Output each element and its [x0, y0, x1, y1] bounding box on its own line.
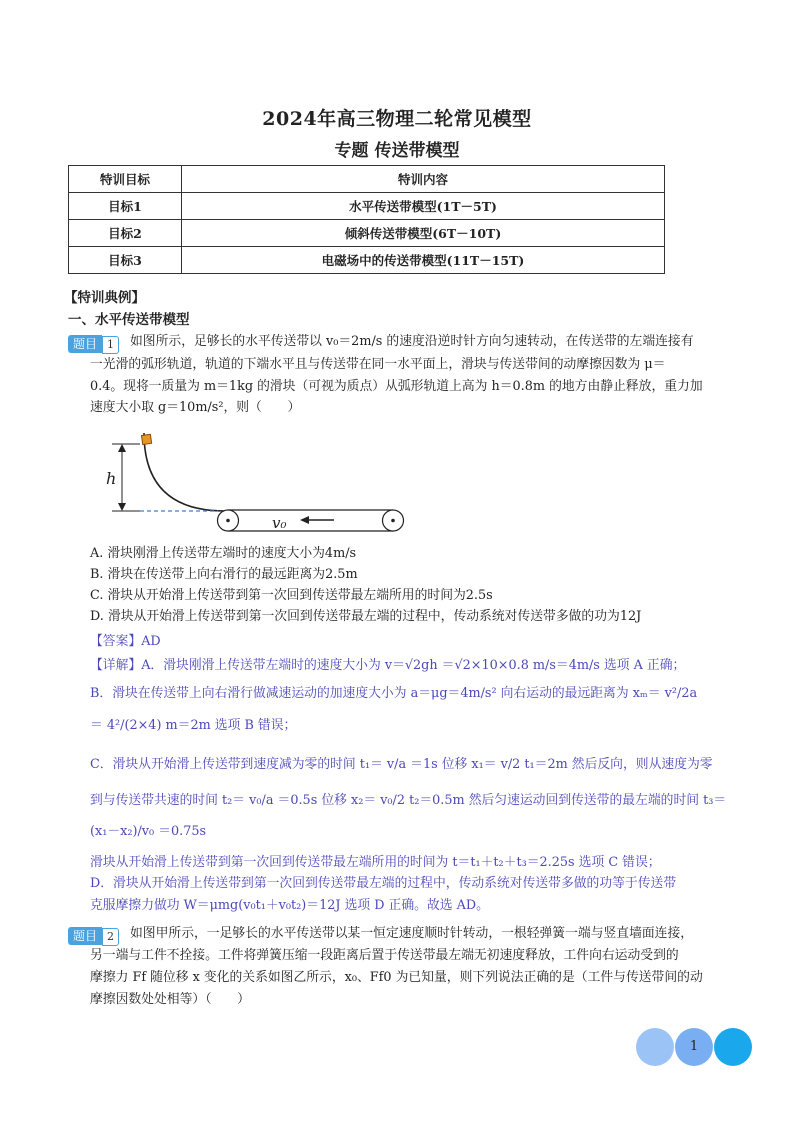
pager-circle-right — [714, 1028, 752, 1066]
detail-line: (x₁－x₂)/v₀ ＝0.75s — [90, 824, 207, 839]
detail-line: 滑块从开始滑上传送带到第一次回到传送带最左端所用的时间为 t＝t₁＋t₂＋t₃＝2.25s 选项 C 错误； — [90, 855, 661, 870]
page-number: 1 — [675, 1028, 713, 1066]
question-number: 2 — [102, 928, 119, 946]
detail-line: ＝ 4²/(2×4) m＝2m 选项 B 错误； — [90, 718, 297, 733]
option-b: B. 滑块在传送带上向右滑行的最远距离为2.5m — [90, 567, 358, 582]
table-cell: 目标3 — [69, 247, 182, 274]
pager-circle-left — [636, 1028, 674, 1066]
document-title: 2024年高三物理二轮常见模型 — [262, 108, 532, 130]
detail-line: 【详解】A．滑块刚滑上传送带左端时的速度大小为 v＝√2gh ＝√2×10×0.8 m/s＝4m/s 选项 A 正确； — [90, 658, 686, 673]
table-cell: 目标1 — [69, 193, 182, 220]
question-1-line: 一光滑的弧形轨道，轨道的下端水平且与传送带在同一水平面上，滑块与传送带间的动摩擦因数为 μ＝ — [90, 357, 666, 372]
question-badge: 题目 — [68, 335, 102, 353]
height-label: h — [106, 469, 117, 488]
question-number: 1 — [102, 336, 119, 354]
table-header-cell: 特训内容 — [182, 166, 665, 193]
table-row — [69, 220, 665, 247]
answer-line: 【答案】AD — [90, 634, 161, 649]
detail-line: 到与传送带共速的时间 t₂＝ v₀/a ＝0.5s 位移 x₂＝ v₀/2 t₂＝0.5m 然后匀速运动回到传送带的最左端的时间 t₃＝ — [90, 793, 727, 808]
left-pulley-axle — [226, 519, 230, 523]
question-2-line: 如图甲所示，一足够长的水平传送带以某一恒定速度顺时针转动，一根轻弹簧一端与竖直墙面连接， — [130, 926, 694, 941]
question-2-line: 摩擦力 Ff 随位移 x 变化的关系如图乙所示，x₀、Ff0 为已知量，则下列说法正确的是（工件与传送带间的动 — [90, 970, 703, 985]
conveyor-figure — [100, 425, 410, 540]
slider-block — [141, 434, 151, 444]
question-badge: 题目 — [68, 927, 102, 945]
table-row — [69, 193, 665, 220]
option-c: C. 滑块从开始滑上传送带到第一次回到传送带最左端所用的时间为2.5s — [90, 588, 493, 603]
curved-track — [144, 433, 225, 511]
question-2-tag — [68, 925, 119, 946]
detail-line: B．滑块在传送带上向右滑行做减速运动的加速度大小为 a＝μg＝4m/s² 向右运动的最远距离为 xₘ＝ v²/2a — [90, 686, 698, 701]
table-cell: 倾斜传送带模型(6T－10T) — [182, 220, 665, 247]
question-1-line: 0.4。现将一质量为 m＝1kg 的滑块（可视为质点）从弧形轨道上高为 h＝0.8m 的地方由静止释放，重力加 — [90, 379, 703, 394]
arrow-head-up — [118, 444, 126, 452]
arrow-head-down — [118, 503, 126, 511]
velocity-label: v₀ — [272, 514, 287, 532]
table-header-cell: 特训目标 — [69, 166, 182, 193]
right-pulley-axle — [391, 519, 395, 523]
question-1-line: 速度大小取 g＝10m/s²，则（ ） — [90, 400, 301, 415]
question-1-line: 如图所示，足够长的水平传送带以 v₀＝2m/s 的速度沿逆时针方向匀速转动，在传送带的左端连接有 — [130, 334, 694, 349]
table-cell: 电磁场中的传送带模型(11T－15T) — [182, 247, 665, 274]
option-a: A. 滑块刚滑上传送带左端时的速度大小为4m/s — [90, 546, 357, 561]
page-number-badge — [636, 1028, 752, 1066]
detail-line: C．滑块从开始滑上传送带到速度减为零的时间 t₁＝ v/a ＝1s 位移 x₁＝ v/2 t₁＝2m 然后反向，则从速度为零 — [90, 757, 713, 772]
section-label: 【特训典例】 — [64, 290, 145, 306]
detail-line: 克服摩擦力做功 W＝μmg(v₀t₁＋v₀t₂)＝12J 选项 D 正确。故选 AD。 — [90, 898, 489, 913]
question-2-line: 另一端与工件不拴接。工件将弹簧压缩一段距离后置于传送带最左端无初速度释放，工件向右运动受到的 — [90, 948, 679, 963]
question-2-line: 摩擦因数处处相等）（ ） — [90, 992, 250, 1007]
detail-line: D．滑块从开始滑上传送带到第一次回到传送带最左端的过程中，传动系统对传送带多做的功等于传送带 — [90, 876, 677, 891]
velocity-arrow-head — [300, 516, 309, 524]
table-row — [69, 247, 665, 274]
document-subtitle: 专题 传送带模型 — [334, 141, 460, 161]
goals-table — [68, 165, 665, 274]
table-header-row — [69, 166, 665, 193]
table-cell: 目标2 — [69, 220, 182, 247]
question-1-tag — [68, 333, 119, 354]
table-cell: 水平传送带模型(1T－5T) — [182, 193, 665, 220]
option-d: D. 滑块从开始滑上传送带到第一次回到传送带最左端的过程中，传动系统对传送带多做的功为12J — [90, 609, 642, 624]
subsection-heading: 一、水平传送带模型 — [68, 312, 190, 328]
